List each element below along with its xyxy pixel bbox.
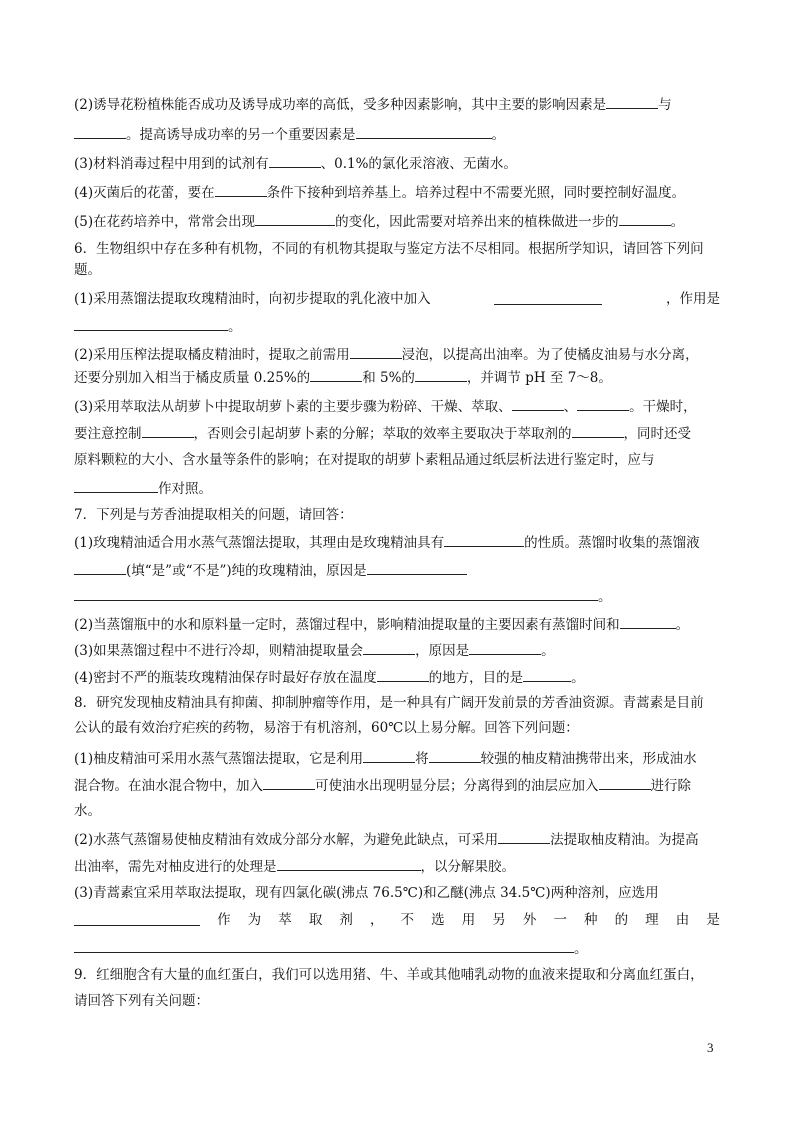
answer-blank[interactable]: [310, 367, 362, 382]
q8-part3-line1: (3)青蒿素宜采用萃取法提取，现有四氯化碳(沸点 76.5℃)和乙醚(沸点 34.5℃)两种溶剂，应选用: [74, 885, 659, 901]
answer-blank[interactable]: [350, 344, 402, 359]
q8-intro-line2: 公认的最有效治疗疟疾的药物，易溶于有机溶剂，60℃以上易分解。回答下列问题：: [74, 720, 579, 736]
answer-blank[interactable]: [498, 829, 550, 844]
q8-part2-line1: (2)水蒸气蒸馏易使柚皮精油有效成分部分水解，为避免此缺点，可采用 法提取柚皮精油。为提高: [74, 829, 699, 849]
q8-intro-line1: 8．研究发现柚皮精油具有抑菌、抑制肿瘤等作用，是一种具有广阔开发前景的芳香油资源。青蒿素是目前: [74, 695, 704, 711]
answer-blank[interactable]: [377, 667, 429, 682]
q8-part3-line3: 。: [74, 938, 588, 958]
q8-part1-line2: 混合物。在油水混合物中，加入 可使油水出现明显分层；分离得到的油层应加入 进行除: [74, 775, 691, 795]
answer-blank[interactable]: [429, 748, 481, 763]
answer-blank[interactable]: [74, 586, 598, 601]
q6-part1-line2: 。: [74, 316, 242, 336]
answer-blank[interactable]: [523, 667, 571, 682]
answer-blank[interactable]: [215, 182, 267, 197]
q5-part4: (4)灭菌后的花蕾，要在 条件下接种到培养基上。培养过程中不需要光照，同时要控制好温度。: [74, 182, 685, 202]
answer-blank[interactable]: [572, 423, 624, 438]
answer-blank[interactable]: [74, 938, 574, 953]
answer-blank[interactable]: [577, 396, 629, 411]
q7-part2: (2)当蒸馏瓶中的水和原料量一定时，蒸馏过程中，影响精油提取量的主要因素有蒸馏时间和 。: [74, 614, 689, 634]
answer-blank[interactable]: [356, 124, 492, 139]
answer-blank[interactable]: [512, 396, 564, 411]
q6-part3-line1: (3)采用萃取法从胡萝卜中提取胡萝卜素的主要步骤为粉碎、干燥、萃取、 、 。干燥时，: [74, 396, 697, 416]
q9-intro-line2: 请回答下列有关问题：: [74, 993, 209, 1009]
q7-part1-line3: 。: [74, 586, 612, 606]
page-number: 3: [707, 1040, 714, 1055]
answer-blank[interactable]: [74, 124, 126, 139]
answer-blank[interactable]: [74, 316, 228, 331]
answer-blank[interactable]: [74, 560, 126, 575]
answer-blank[interactable]: [255, 211, 335, 226]
q6-intro-line1: 6．生物组织中存在多种有机物，不同的有机物其提取与鉴定方法不尽相同。根据所学知识，请回答下列问: [74, 241, 704, 257]
answer-blank[interactable]: [494, 290, 602, 305]
q9-intro-line1: 9．红细胞含有大量的血红蛋白，我们可以选用猪、牛、羊或其他哺乳动物的血液来提取和分离血红蛋白，: [74, 967, 704, 983]
q8-part3-line2: 作 为 萃 取 剂 ， 不 选 用 另 外 一 种 的 理 由 是: [74, 911, 720, 929]
answer-blank[interactable]: [74, 478, 158, 493]
answer-blank[interactable]: [74, 911, 200, 926]
q6-part2-line1: (2)采用压榨法提取橘皮精油时，提取之前需用 浸泡，以提高出油率。为了使橘皮油易与水分离，: [74, 344, 699, 364]
answer-blank[interactable]: [469, 640, 541, 655]
answer-blank[interactable]: [619, 211, 671, 226]
answer-blank[interactable]: [263, 775, 315, 790]
q8-part2-line2: 出油率，需先对柚皮进行的处理是 ，以分解果胶。: [74, 856, 515, 876]
q6-part3-line2: 要注意控制 ，否则会引起胡萝卜素的分解；萃取的效率主要取决于萃取剂的 ，同时还受: [74, 423, 691, 443]
q5-part2-line2: 。提高诱导成功率的另一个重要因素是 。: [74, 124, 505, 144]
answer-blank[interactable]: [606, 94, 658, 109]
q7-part3: (3)如果蒸馏过程中不进行冷却，则精油提取量会 ，原因是 。: [74, 640, 555, 660]
q7-part1-line2: (填“是”或“不是”)纯的玫瑰精油，原因是: [74, 560, 467, 580]
q5-part5: (5)在花药培养中，常常会出现 的变化，因此需要对培养出来的植株做进一步的 。: [74, 211, 684, 231]
answer-blank[interactable]: [363, 748, 415, 763]
q6-part2-line2: 还要分别加入相当于橘皮质量 0.25%的 和 5%的 ，并调节 pH 至 7～8。: [74, 367, 612, 387]
answer-blank[interactable]: [367, 560, 467, 575]
q7-part4: (4)密封不严的瓶装玫瑰精油保存时最好存放在温度 的地方，目的是 。: [74, 667, 585, 687]
q6-part3-line3: 原料颗粒的大小、含水量等条件的影响；在对提取的胡萝卜素粗品通过纸层析法进行鉴定时，应与: [74, 452, 655, 468]
q6-part1-line1: (1)采用蒸馏法提取玫瑰精油时，向初步提取的乳化液中加入 ，作用是: [74, 291, 720, 307]
q5-part3: (3)材料消毒过程中用到的试剂有 、0.1%的氯化汞溶液、无菌水。: [74, 153, 517, 173]
q6-intro-line2: 题。: [74, 262, 101, 278]
q7-part1-line1: (1)玫瑰精油适合用水蒸气蒸馏法提取，其理由是玫瑰精油具有 的性质。蒸馏时收集的蒸馏液: [74, 532, 700, 552]
q6-part3-line4: 作对照。: [74, 478, 212, 498]
answer-blank[interactable]: [444, 532, 524, 547]
q8-part1-line1: (1)柚皮精油可采用水蒸气蒸馏法提取，它是利用 将 较强的柚皮精油携带出来，形成油水: [74, 748, 697, 768]
answer-blank[interactable]: [142, 423, 194, 438]
answer-blank[interactable]: [620, 614, 676, 629]
q5-part2-line1: (2)诱导花粉植株能否成功及诱导成功率的高低，受多种因素影响，其中主要的影响因素是 与: [74, 94, 672, 114]
answer-blank[interactable]: [599, 775, 651, 790]
q8-part1-line3: 水。: [74, 803, 101, 819]
q7-intro: 7．下列是与芳香油提取相关的问题，请回答：: [74, 507, 353, 523]
answer-blank[interactable]: [363, 640, 415, 655]
answer-blank[interactable]: [277, 856, 421, 871]
answer-blank[interactable]: [415, 367, 467, 382]
answer-blank[interactable]: [269, 153, 321, 168]
